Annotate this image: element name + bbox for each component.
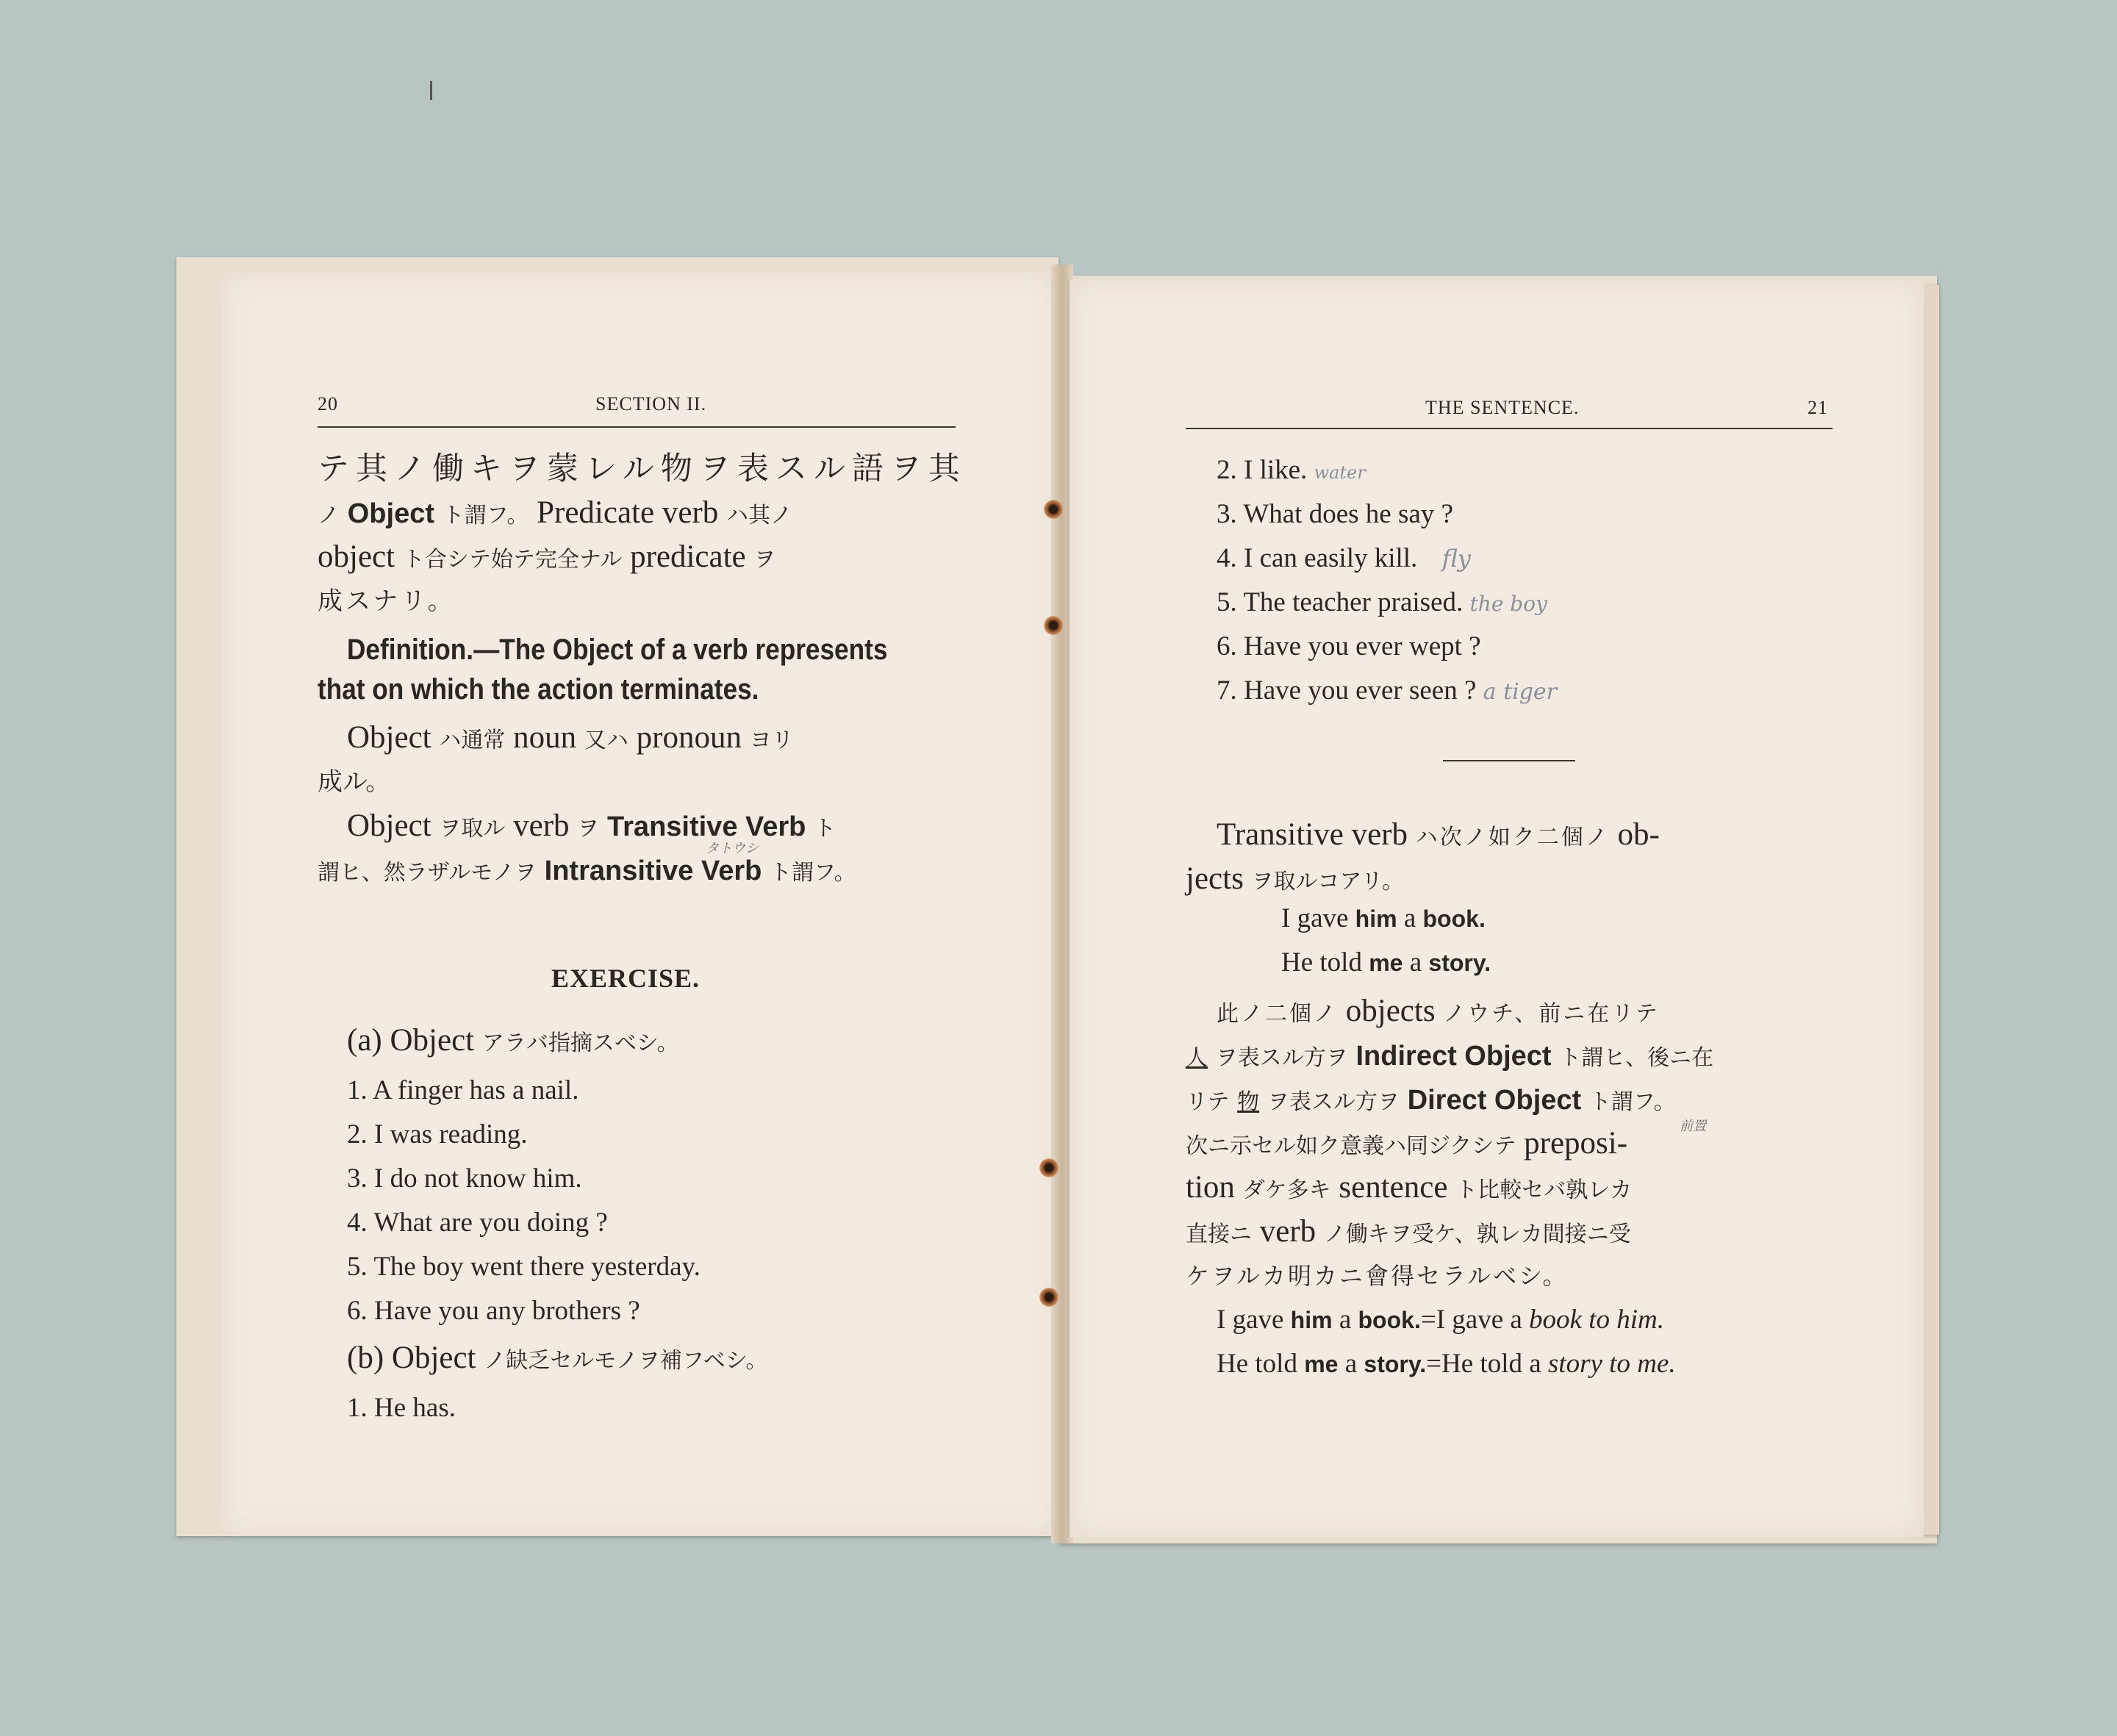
exercise-item: 6. Have you any brothers ? xyxy=(347,1296,640,1326)
example-text: a xyxy=(1338,1349,1364,1379)
exercise-item: 4. What are you doing ? xyxy=(347,1208,608,1238)
para1-line1: テ其ノ働キヲ蒙レル物ヲ表スル語ヲ其 xyxy=(318,451,967,487)
example-text: a xyxy=(1332,1305,1358,1335)
part-b-heading xyxy=(347,1336,767,1383)
r-para2-jp7: ト謂フ。 xyxy=(1588,1089,1676,1115)
part-a-label: (a) xyxy=(347,1023,382,1058)
object-word-3: Object xyxy=(347,808,431,843)
stray-mark xyxy=(430,81,432,100)
para2-jp3: ヨリ xyxy=(749,728,794,753)
exercise-item xyxy=(1217,542,1471,574)
person-char: 人 xyxy=(1186,1045,1208,1071)
header-rule-right xyxy=(1186,428,1833,429)
example-italic: book to him. xyxy=(1529,1305,1664,1335)
item-text: 2. I like. xyxy=(1217,455,1308,485)
handwritten-ruby-left: タトウシ xyxy=(706,841,759,856)
direct-object-term: Direct Object xyxy=(1407,1085,1582,1116)
r-para1-line2 xyxy=(1186,857,1404,904)
r-para2-jp5: リテ xyxy=(1186,1089,1230,1115)
noun-word: noun xyxy=(513,720,577,755)
para3-line1 xyxy=(347,804,836,851)
exercise-item: 3. I do not know him. xyxy=(347,1163,582,1194)
example-text: He told xyxy=(1217,1349,1305,1379)
r-para2-jp9: ダケ多キ xyxy=(1242,1177,1331,1203)
example-text: I gave xyxy=(1217,1305,1291,1335)
para3-line2-jp1: 謂ヒ、然ラザルモノヲ xyxy=(318,860,537,886)
r-para2-jp11: 直接ニ xyxy=(1186,1222,1252,1247)
part-a-instruction: アラバ指摘スベシ。 xyxy=(481,1030,679,1056)
r-para1-line1 xyxy=(1217,813,1660,860)
part-a-heading xyxy=(347,1019,678,1066)
r-para2-line2 xyxy=(1186,1033,1713,1080)
r-para2-line5 xyxy=(1186,1166,1632,1213)
example-text: He told xyxy=(1281,947,1369,978)
left-page xyxy=(221,272,1059,1536)
indirect-object-term: Indirect Object xyxy=(1355,1041,1552,1072)
pencil-answer: the boy xyxy=(1469,592,1547,616)
para2-line1 xyxy=(347,716,794,763)
verb-word-2: verb xyxy=(1259,1214,1317,1249)
comparison-sentence xyxy=(1217,1348,1676,1380)
exercise-item xyxy=(1217,631,1481,662)
pencil-answer: a tiger xyxy=(1483,679,1558,705)
definition-line2: that on which the action terminates. xyxy=(318,673,759,706)
pronoun-word: pronoun xyxy=(636,720,742,755)
part-b-object: Object xyxy=(391,1341,476,1375)
example-bold: him xyxy=(1290,1307,1333,1333)
item-text: 5. The teacher praised. xyxy=(1217,587,1464,617)
para2-jp1: ハ通常 xyxy=(439,728,506,753)
para1-line2-jp2: ト謂フ。 xyxy=(442,503,529,528)
para3-jp1: ヲ取ル xyxy=(439,816,506,842)
exercise-item: 1. A finger has a nail. xyxy=(347,1075,579,1105)
para3-line2 xyxy=(318,848,856,895)
part-b-instruction: ノ缺乏セルモノヲ補フベシ。 xyxy=(484,1348,768,1374)
objects-word: objects xyxy=(1345,994,1436,1028)
exercise-item: 1. He has. xyxy=(347,1393,456,1423)
stitch-hole xyxy=(1044,500,1063,519)
header-rule-left xyxy=(318,426,956,428)
example-italic: story to me. xyxy=(1547,1349,1676,1379)
sentence-word: sentence xyxy=(1339,1170,1448,1205)
exercise-item xyxy=(1217,675,1557,706)
para1-line4: 成スナリ。 xyxy=(318,587,456,616)
predicate-verb-term: Predicate verb xyxy=(537,495,719,530)
exercise-item xyxy=(1217,587,1547,618)
example-text: =I gave a xyxy=(1420,1305,1530,1335)
running-head-left: SECTION II. xyxy=(595,393,707,415)
example-text: =He told a xyxy=(1426,1349,1548,1379)
r-para2-line7: ケヲルカ明カニ會得セラルベシ。 xyxy=(1186,1262,1569,1290)
pencil-answer: fly xyxy=(1441,545,1471,573)
exercise-item xyxy=(1217,454,1366,486)
r-para2-jp3: ヲ表スル方ヲ xyxy=(1215,1045,1348,1071)
item-text: 6. Have you ever wept ? xyxy=(1217,631,1481,661)
example-bold: me xyxy=(1369,950,1403,976)
handwritten-ruby-right: 前置 xyxy=(1680,1119,1706,1134)
section-divider xyxy=(1443,760,1575,761)
transitive-verb-term: Transitive Verb xyxy=(607,811,806,842)
example-bold: story. xyxy=(1364,1351,1427,1377)
running-head-right: THE SENTENCE. xyxy=(1425,397,1580,418)
stitch-hole xyxy=(1044,616,1063,635)
tion-word: tion xyxy=(1186,1170,1235,1205)
example-sentence xyxy=(1281,947,1491,978)
para1-line2 xyxy=(318,491,792,538)
r-para2-line4 xyxy=(1186,1122,1627,1169)
jects-word: jects xyxy=(1186,861,1244,896)
r-para2-jp6: ヲ表スル方ヲ xyxy=(1267,1089,1400,1115)
r-para2-jp12: ノ働キヲ受ケ、孰レカ間接ニ受 xyxy=(1323,1222,1631,1247)
object-word: object xyxy=(318,539,395,574)
predicate-word: predicate xyxy=(630,539,746,574)
r-para2-line6 xyxy=(1186,1210,1631,1257)
example-bold: story. xyxy=(1428,950,1491,976)
example-sentence xyxy=(1281,903,1486,934)
para1-line2-jp1: ノ xyxy=(318,503,340,528)
para1-line3-jp1: ト合シテ始テ完全ナル xyxy=(402,547,623,573)
comparison-sentence xyxy=(1217,1304,1664,1335)
example-bold: book. xyxy=(1422,905,1486,932)
item-text: 3. What does he say ? xyxy=(1217,499,1453,529)
object-word-2: Object xyxy=(347,720,431,755)
exercise-item: 2. I was reading. xyxy=(347,1119,528,1149)
example-text: I gave xyxy=(1281,903,1355,933)
example-text: a xyxy=(1403,947,1429,978)
para3-jp2: ヲ xyxy=(577,816,600,842)
ob-word: ob- xyxy=(1617,817,1660,852)
para2-line2: 成ル。 xyxy=(318,767,391,797)
para1-line3-jp2: ヲ xyxy=(753,547,776,573)
pencil-answer: water xyxy=(1314,462,1366,483)
para2-jp2: 又ハ xyxy=(584,728,628,753)
object-term: Object xyxy=(347,498,434,529)
exercise-item xyxy=(1217,498,1453,530)
r-para2-jp8: 次ニ示セル如ク意義ハ同ジクシテ xyxy=(1186,1133,1516,1159)
r-para2-line1 xyxy=(1217,989,1660,1036)
example-bold: him xyxy=(1355,905,1397,932)
right-page xyxy=(1067,279,1924,1538)
para1-line3 xyxy=(318,535,775,582)
example-text: a xyxy=(1397,903,1423,933)
exercise-item: 5. The boy went there yesterday. xyxy=(347,1252,701,1282)
verb-word: verb xyxy=(513,808,570,843)
intransitive-verb-term: Intransitive Verb xyxy=(544,856,762,886)
r-para2-line3 xyxy=(1186,1077,1676,1125)
r-para1-jp2: ヲ取ルコアリ。 xyxy=(1251,869,1404,894)
para3-line2-jp2: ト謂フ。 xyxy=(770,860,856,886)
r-para2-jp1: 此ノ二個ノ xyxy=(1217,1001,1338,1027)
r-para2-jp4: ト謂ヒ、後ニ在 xyxy=(1559,1045,1714,1071)
part-a-object: Object xyxy=(390,1023,475,1058)
para3-jp3: ト xyxy=(814,816,837,842)
preposi-word: preposi- xyxy=(1524,1126,1628,1161)
thing-char: 物 xyxy=(1237,1089,1260,1115)
r-para2-jp10: ト比較セバ孰レカ xyxy=(1455,1177,1633,1203)
para1-line2-jp3: ハ其ノ xyxy=(726,503,792,528)
definition-line1: Definition.—The Object of a verb represents xyxy=(347,634,888,666)
item-text: 4. I can easily kill. xyxy=(1217,543,1418,573)
example-bold: me xyxy=(1304,1351,1339,1377)
transitive-verb-word: Transitive verb xyxy=(1217,817,1408,852)
item-text: 7. Have you ever seen ? xyxy=(1217,675,1477,706)
stitch-hole xyxy=(1039,1288,1058,1307)
page-number-left: 20 xyxy=(318,393,338,415)
page-number-right: 21 xyxy=(1808,397,1828,418)
exercise-title: EXERCISE. xyxy=(551,964,701,993)
r-para1-jp1: ハ次ノ如ク二個ノ xyxy=(1415,825,1610,850)
r-para2-jp2: ノウチ、前ニ在リテ xyxy=(1443,1001,1660,1027)
example-bold: book. xyxy=(1358,1307,1421,1333)
part-b-label: (b) xyxy=(347,1341,384,1375)
stitch-hole xyxy=(1039,1158,1058,1177)
